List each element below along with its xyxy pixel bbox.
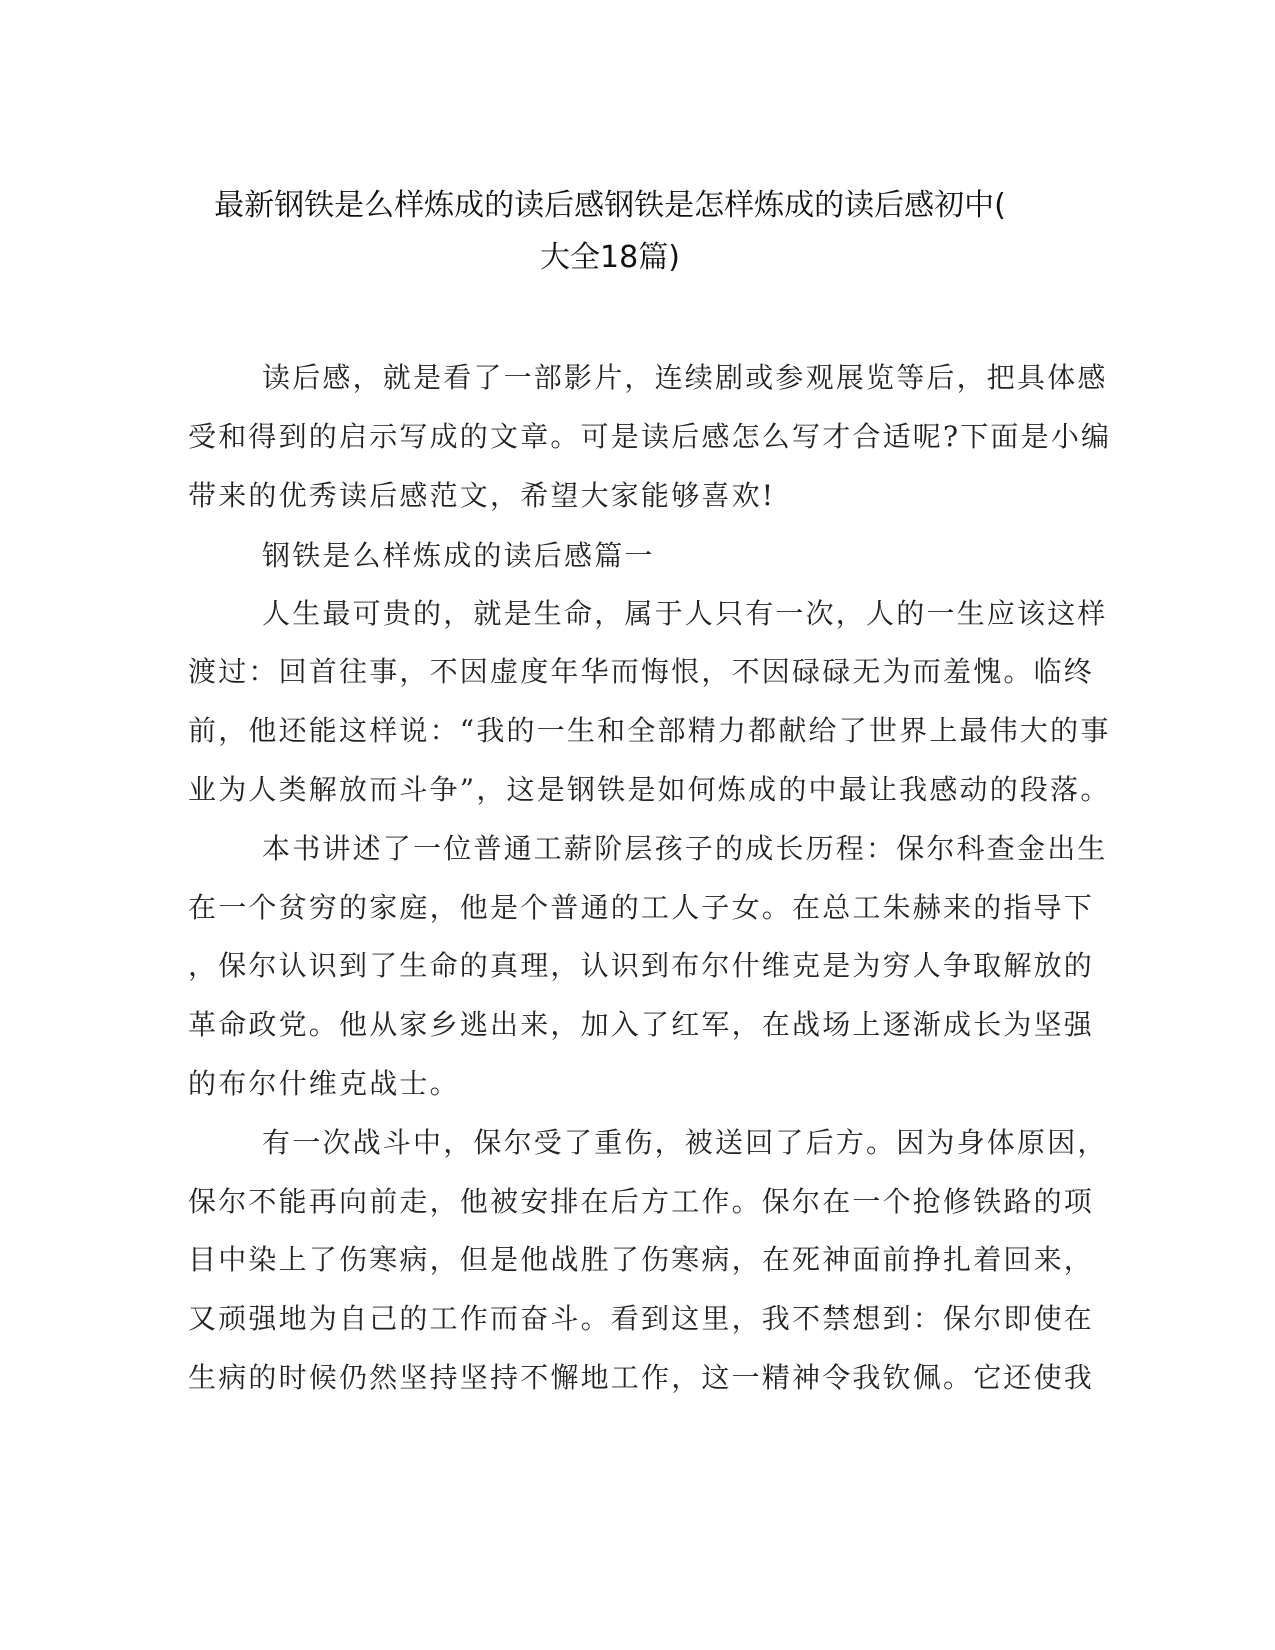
- body-line: 在一个贫穷的家庭，他是个普通的工人子女。在总工朱赫来的指导下: [188, 891, 1095, 924]
- body-line: 受和得到的启示写成的文章。可是读后感怎么写才合适呢?下面是小编: [188, 420, 1112, 453]
- title-line-2: 大全18篇): [540, 240, 680, 275]
- body-line: 的布尔什维克战士。: [188, 1067, 460, 1100]
- body-line: 带来的优秀读后感范文，希望大家能够喜欢!: [188, 479, 776, 512]
- document-title: [150, 180, 1070, 284]
- body-line: 本书讲述了一位普通工薪阶层孩子的成长历程：保尔科查金出生: [262, 832, 1108, 865]
- body-line: 保尔不能再向前走，他被安排在后方工作。保尔在一个抢修铁路的项: [188, 1185, 1095, 1218]
- body-line: 人生最可贵的，就是生命，属于人只有一次，人的一生应该这样: [262, 597, 1108, 630]
- body-line: 业为人类解放而斗争”，这是钢铁是如何炼成的中最让我感动的段落。: [188, 773, 1111, 806]
- title-line-1: 最新钢铁是么样炼成的读后感钢铁是怎样炼成的读后感初中(: [214, 188, 1006, 223]
- body-line: 有一次战斗中，保尔受了重伤，被送回了后方。因为身体原因，: [262, 1126, 1108, 1159]
- body-line: 渡过：回首往事，不因虚度年华而悔恨，不因碌碌无为而羞愧。临终: [188, 655, 1095, 688]
- body-line: 前，他还能这样说：“我的一生和全部精力都献给了世界上最伟大的事: [188, 714, 1111, 747]
- body-line: ，保尔认识到了生命的真理，认识到布尔什维克是为穷人争取解放的: [188, 949, 1095, 982]
- body-line: 读后感，就是看了一部影片，连续剧或参观展览等后，把具体感: [262, 361, 1108, 394]
- body-line: 革命政党。他从家乡逃出来，加入了红军，在战场上逐渐成长为坚强: [188, 1008, 1095, 1041]
- body-line: 生病的时候仍然坚持坚持不懈地工作，这一精神令我钦佩。它还使我: [188, 1361, 1095, 1394]
- body-line: 目中染上了伤寒病，但是他战胜了伤寒病，在死神面前挣扎着回来，: [188, 1243, 1095, 1276]
- section-heading: 钢铁是么样炼成的读后感篇一: [262, 539, 655, 572]
- body-line: 又顽强地为自己的工作而奋斗。看到这里，我不禁想到：保尔即使在: [188, 1302, 1095, 1335]
